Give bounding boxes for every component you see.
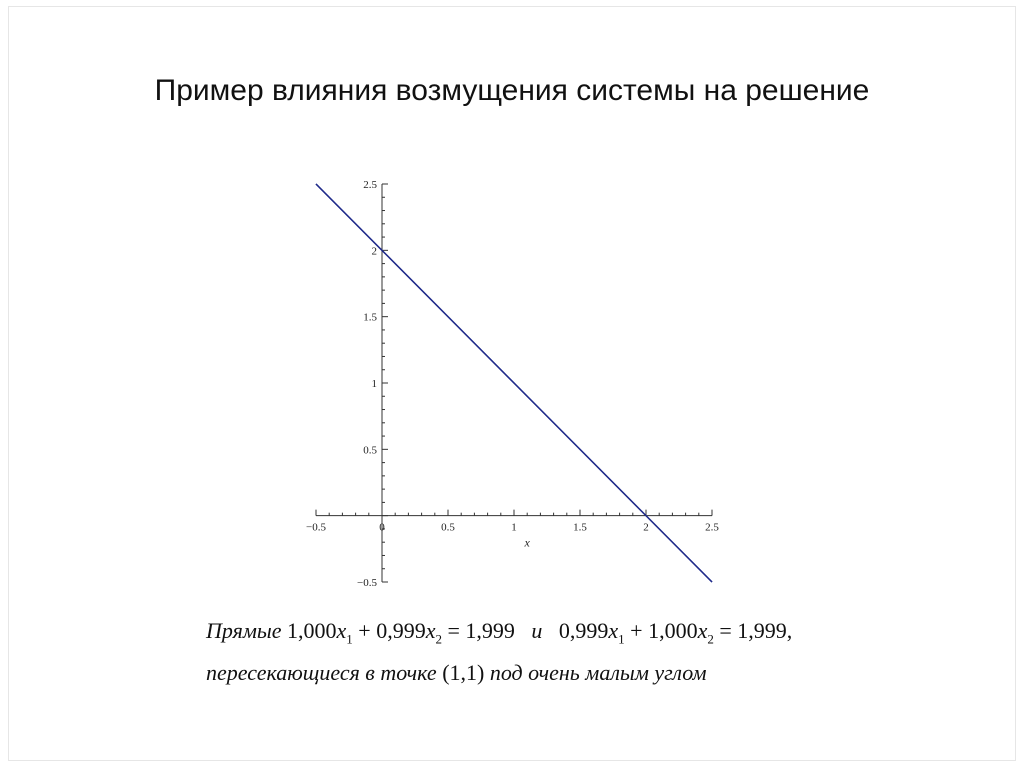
y-tick-label: 2 [371, 245, 377, 258]
y-tick-label: 0.5 [363, 444, 377, 457]
x-tick-label: 1 [511, 521, 517, 534]
eq2-equals: = [719, 618, 732, 643]
x-tick-label: 2 [643, 521, 649, 534]
eq2-var-1: x [608, 618, 619, 643]
x-tick-label: −0.5 [306, 521, 326, 534]
eq1-sub-2: 2 [435, 631, 442, 647]
eq1-var-2: x [425, 618, 436, 643]
eq2-plus: + [630, 618, 643, 643]
caption-text-a: пересекающиеся в точке [206, 660, 437, 685]
caption-text-b: под очень малым углом [489, 660, 707, 685]
eq2-var-2: x [697, 618, 708, 643]
eq2-coef-a: 0,999 [558, 618, 609, 643]
x-tick-label: 0.5 [441, 521, 455, 534]
eq1-plus: + [358, 618, 371, 643]
caption-point: (1,1) [442, 660, 485, 685]
plot-layer [306, 179, 719, 589]
eq2-coef-b: 1,000 [648, 618, 698, 643]
x-tick-label: 2.5 [705, 521, 719, 534]
x-tick-label: 1.5 [573, 521, 587, 534]
x-axis-label: x [524, 535, 530, 550]
caption-conj: и [531, 618, 543, 643]
eq1-equals: = [447, 618, 460, 643]
y-tick-label: 1.5 [363, 311, 377, 324]
eq1-coef-b: 0,999 [376, 618, 426, 643]
eq2-sub-1: 1 [618, 631, 625, 647]
eq1-coef-a: 1,000 [287, 618, 337, 643]
y-tick-label: 2.5 [363, 179, 377, 191]
y-tick-label: −0.5 [357, 577, 377, 589]
caption-comma: , [786, 618, 793, 643]
caption-line-1 [206, 618, 966, 647]
eq1-sub-1: 1 [346, 631, 353, 647]
x-tick-label: 0 [379, 521, 385, 534]
eq2-rhs: 1,999 [737, 618, 787, 643]
slide-title: Пример влияния возмущения системы на решение [154, 74, 870, 107]
caption-line-2 [206, 660, 966, 686]
y-tick-label: 1 [371, 378, 377, 390]
eq1-var-1: x [336, 618, 347, 643]
eq2-sub-2: 2 [707, 631, 714, 647]
caption-word: Прямые [206, 618, 282, 643]
eq1-rhs: 1,999 [465, 618, 515, 643]
